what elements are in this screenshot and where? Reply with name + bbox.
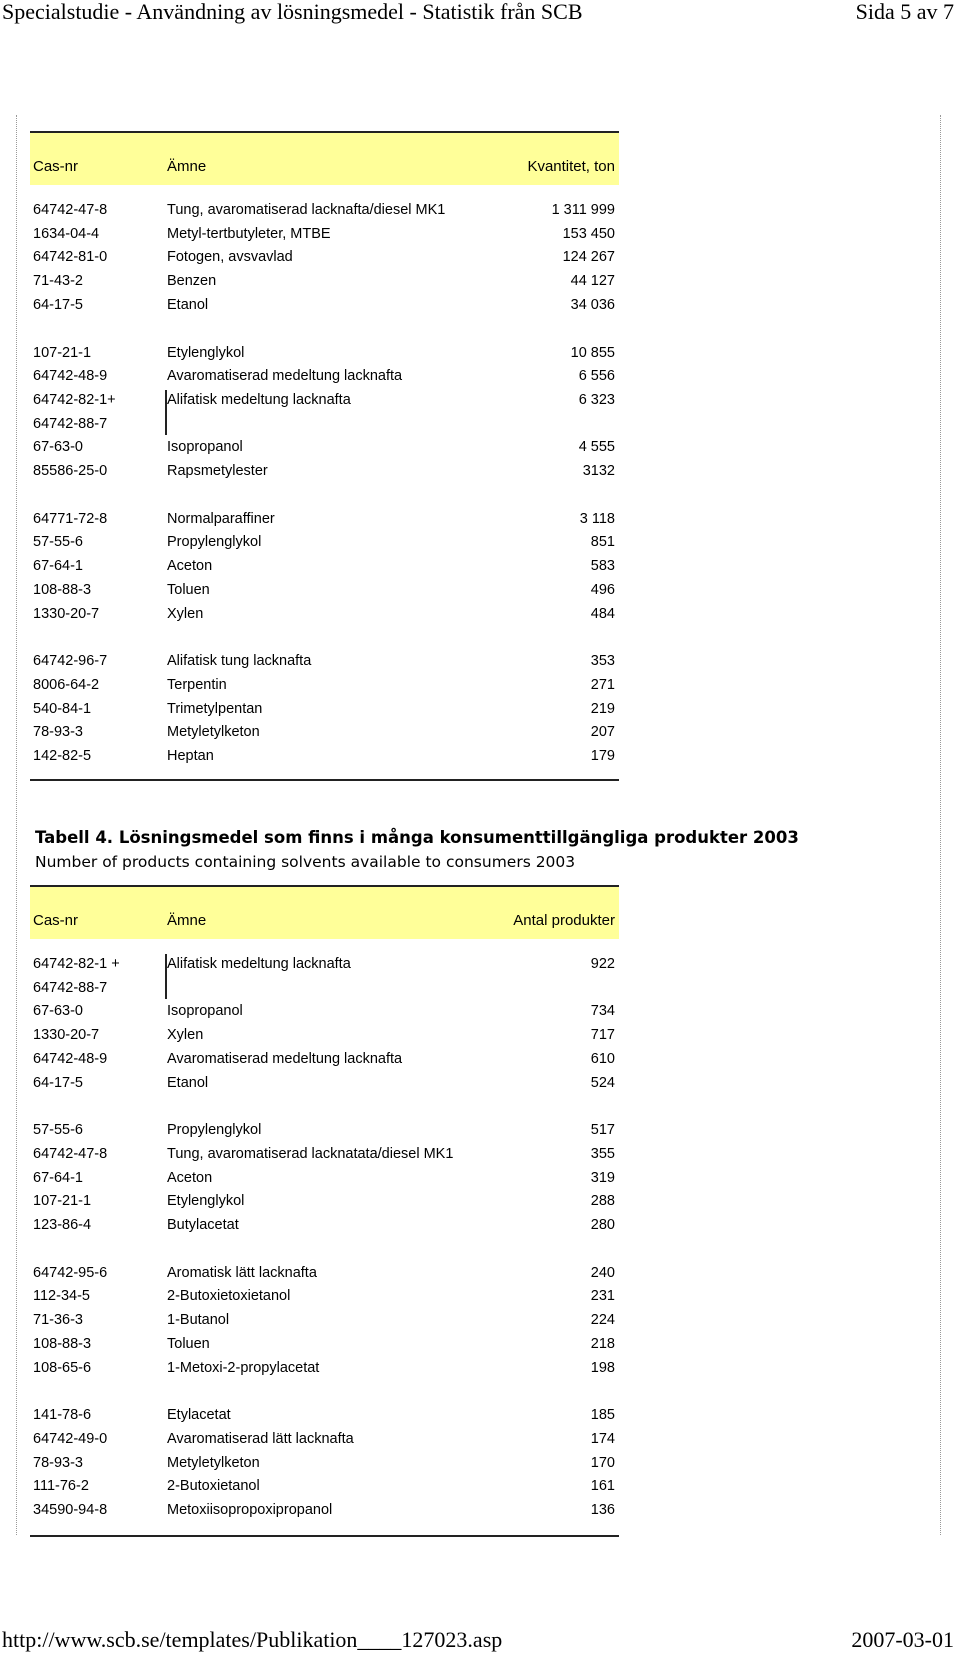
row-value: 4 555 [578, 439, 615, 456]
row-value: 6 556 [578, 368, 615, 385]
table-row [30, 1452, 619, 1474]
table-row [30, 745, 619, 767]
table-row [30, 246, 619, 268]
cas-number: 64742-48-9 [33, 368, 108, 385]
cas-number: 64742-88-7 [33, 979, 108, 996]
substance-name: Metyletylketon [167, 1454, 260, 1471]
substance-name: 1-Butanol [167, 1312, 230, 1329]
cas-number: 64742-47-8 [33, 1145, 108, 1162]
row-value: 10 855 [570, 344, 615, 361]
cas-number: 1634-04-4 [33, 225, 100, 242]
substance-name: Tung, avaromatiserad lacknatata/diesel MK1 [167, 1145, 454, 1162]
table-row [30, 1000, 619, 1022]
cas-number: 64742-82-1 + [33, 956, 120, 972]
substance-name: Terpentin [167, 676, 227, 693]
substance-name: Heptan [167, 748, 214, 764]
table-row [30, 199, 619, 221]
table-row [30, 1214, 619, 1236]
substance-name: Rapsmetylester [167, 463, 268, 479]
substance-name: Etanol [167, 1074, 209, 1091]
row-value: 280 [590, 1217, 615, 1233]
table-row [30, 413, 619, 435]
footer-date: 2007-03-01 [851, 1627, 954, 1652]
row-value: 219 [590, 700, 615, 717]
table-row [30, 223, 619, 245]
table-bottom-rule [30, 779, 619, 781]
cas-number: 34590-94-8 [33, 1502, 108, 1518]
cas-number: 64742-88-7 [33, 415, 108, 432]
cas-number: 67-63-0 [33, 439, 83, 456]
column-header-substance: Ämne [167, 912, 207, 929]
table-row [30, 1072, 619, 1094]
table-bottom-rule [30, 1535, 619, 1537]
cas-number: 64-17-5 [33, 1074, 83, 1091]
substance-name: Xylen [167, 605, 204, 622]
substance-name: Alifatisk medeltung lacknafta [167, 956, 351, 972]
cas-number: 85586-25-0 [33, 463, 108, 479]
table-row [30, 389, 619, 411]
row-value: 319 [590, 1169, 615, 1186]
cas-number: 108-65-6 [33, 1359, 92, 1376]
cas-number: 108-88-3 [33, 581, 92, 598]
substance-name: Tung, avaromatiserad lacknafta/diesel MK1 [167, 202, 446, 218]
table-row [30, 603, 619, 625]
row-value: 136 [590, 1502, 615, 1518]
substance-name: Toluen [167, 581, 210, 598]
cas-number: 1330-20-7 [33, 605, 100, 622]
substance-name: Metoxiisopropoxipropanol [167, 1502, 333, 1518]
table-row [30, 1048, 619, 1070]
substance-name: Etylenglykol [167, 1193, 245, 1210]
table-header [30, 131, 619, 185]
cas-number: 64742-48-9 [33, 1050, 108, 1067]
header-title: Specialstudie - Användning av lösningsmedel - Statistik från SCB [2, 0, 583, 24]
cas-number: 64742-96-7 [33, 653, 108, 670]
row-value: 3132 [582, 463, 615, 479]
substance-name: Aceton [167, 1169, 213, 1186]
table-row [30, 977, 619, 999]
table-row [30, 650, 619, 672]
table-row [30, 270, 619, 292]
cas-number: 64742-81-0 [33, 249, 108, 266]
cas-number: 64742-49-0 [33, 1430, 108, 1447]
row-value: 484 [590, 605, 615, 622]
substance-name: Avaromatiserad medeltung lacknafta [167, 1050, 403, 1067]
cas-number: 67-64-1 [33, 558, 83, 575]
row-value: 717 [590, 1027, 615, 1044]
substance-name: Alifatisk medeltung lacknafta [167, 391, 351, 408]
row-value: 224 [590, 1312, 615, 1329]
cas-number: 64771-72-8 [33, 510, 108, 527]
table-row [30, 1404, 619, 1426]
cas-number: 123-86-4 [33, 1217, 92, 1233]
cas-number: 142-82-5 [33, 748, 92, 764]
cas-number: 108-88-3 [33, 1335, 92, 1352]
substance-name: Normalparaffiner [167, 510, 275, 527]
substance-name: Avaromatiserad medeltung lacknafta [167, 368, 403, 385]
table-row [30, 674, 619, 696]
row-value: 34 036 [570, 296, 615, 313]
cas-number: 540-84-1 [33, 700, 92, 717]
table-row [30, 1190, 619, 1212]
column-header-quantity: Kvantitet, ton [527, 158, 615, 175]
cas-number: 64742-82-1+ [33, 391, 116, 408]
grouping-bracket [165, 390, 167, 435]
substance-name: Avaromatiserad lätt lacknafta [167, 1430, 354, 1447]
table-row [30, 531, 619, 553]
cas-number: 112-34-5 [33, 1288, 90, 1305]
table-row [30, 1119, 619, 1141]
cas-number: 67-63-0 [33, 1003, 83, 1020]
substance-name: Fotogen, avsvavlad [167, 249, 293, 266]
table-row [30, 1428, 619, 1450]
row-value: 240 [590, 1264, 615, 1281]
substance-name: Xylen [167, 1027, 204, 1044]
table-row [30, 1167, 619, 1189]
row-value: 218 [590, 1335, 615, 1352]
row-value: 922 [590, 956, 615, 972]
table-row [30, 460, 619, 482]
row-value: 353 [590, 653, 615, 670]
table-row [30, 1024, 619, 1046]
row-value: 583 [590, 558, 615, 575]
row-value: 198 [590, 1359, 615, 1376]
grouping-bracket [165, 954, 167, 999]
substance-name: Metyletylketon [167, 724, 260, 741]
table-caption-subtitle: Number of products containing solvents available to consumers 2003 [35, 853, 576, 871]
table-row [30, 1262, 619, 1284]
quantity-table [30, 131, 619, 764]
cas-number: 67-64-1 [33, 1169, 83, 1186]
table-row [30, 1357, 619, 1379]
cas-number: 107-21-1 [33, 1193, 92, 1210]
substance-name: Alifatisk tung lacknafta [167, 653, 312, 670]
substance-name: Propylenglykol [167, 534, 262, 551]
table-header [30, 885, 619, 939]
table-row [30, 1309, 619, 1331]
row-value: 44 127 [570, 273, 615, 290]
table-row [30, 436, 619, 458]
substance-name: Toluen [167, 1335, 210, 1352]
products-table [30, 885, 619, 1518]
table-row [30, 1333, 619, 1355]
table-row [30, 1499, 619, 1521]
cas-number: 111-76-2 [33, 1478, 89, 1495]
row-value: 231 [590, 1288, 615, 1305]
column-header-count: Antal produkter [513, 912, 615, 929]
table-row [30, 953, 619, 975]
cas-number: 78-93-3 [33, 724, 83, 741]
cas-number: 71-36-3 [33, 1312, 83, 1329]
row-value: 207 [590, 724, 615, 741]
cas-number: 141-78-6 [33, 1407, 92, 1424]
table-row [30, 1143, 619, 1165]
cas-number: 57-55-6 [33, 534, 83, 551]
substance-name: Trimetylpentan [167, 700, 263, 717]
table-row [30, 721, 619, 743]
substance-name: Aceton [167, 558, 213, 575]
table-row [30, 579, 619, 601]
row-value: 271 [590, 676, 615, 693]
table-row [30, 555, 619, 577]
row-value: 517 [590, 1122, 615, 1139]
column-header-substance: Ämne [167, 158, 207, 175]
column-header-cas: Cas-nr [33, 158, 79, 175]
row-value: 153 450 [562, 225, 615, 242]
table-row [30, 1285, 619, 1307]
substance-name: 1-Metoxi-2-propylacetat [167, 1359, 320, 1376]
cas-number: 71-43-2 [33, 273, 83, 290]
table-row [30, 365, 619, 387]
substance-name: Butylacetat [167, 1217, 239, 1233]
row-value: 179 [590, 748, 615, 764]
row-value: 124 267 [562, 249, 615, 266]
substance-name: Etanol [167, 296, 209, 313]
table-row [30, 1475, 619, 1497]
cas-number: 1330-20-7 [33, 1027, 100, 1044]
substance-name: Benzen [167, 273, 217, 290]
table-row [30, 508, 619, 530]
substance-name: Isopropanol [167, 1003, 243, 1020]
table-row [30, 342, 619, 364]
row-value: 288 [590, 1193, 615, 1210]
row-value: 734 [590, 1003, 615, 1020]
cas-number: 78-93-3 [33, 1454, 83, 1471]
footer-url: http://www.scb.se/templates/Publikation____127023.asp [2, 1627, 503, 1652]
cas-number: 57-55-6 [33, 1122, 83, 1139]
row-value: 185 [590, 1407, 615, 1424]
cas-number: 107-21-1 [33, 344, 92, 361]
cas-number: 64-17-5 [33, 296, 83, 313]
substance-name: Aromatisk lätt lacknafta [167, 1264, 317, 1281]
substance-name: Isopropanol [167, 439, 243, 456]
row-value: 174 [590, 1430, 615, 1447]
row-value: 355 [590, 1145, 615, 1162]
table-row [30, 294, 619, 316]
table-caption-title: Tabell 4. Lösningsmedel som finns i många konsumenttillgängliga produkter 2003 [35, 828, 799, 847]
row-value: 3 118 [579, 510, 615, 527]
substance-name: Etylenglykol [167, 344, 245, 361]
cas-number: 64742-95-6 [33, 1264, 108, 1281]
row-value: 1 311 999 [551, 202, 615, 218]
row-value: 6 323 [578, 391, 615, 408]
row-value: 161 [590, 1478, 615, 1495]
left-dotted-border [16, 115, 17, 1535]
cas-number: 8006-64-2 [33, 676, 100, 693]
row-value: 610 [590, 1050, 615, 1067]
substance-name: Propylenglykol [167, 1122, 262, 1139]
substance-name: Metyl-tertbutyleter, MTBE [167, 225, 331, 242]
substance-name: 2-Butoxietoxietanol [167, 1288, 291, 1305]
column-header-cas: Cas-nr [33, 912, 79, 929]
table-row [30, 698, 619, 720]
page-number: Sida 5 av 7 [855, 0, 954, 24]
substance-name: Etylacetat [167, 1407, 231, 1424]
row-value: 524 [590, 1074, 615, 1091]
row-value: 170 [590, 1454, 615, 1471]
right-dotted-border [940, 115, 941, 1535]
cas-number: 64742-47-8 [33, 202, 108, 218]
substance-name: 2-Butoxietanol [167, 1478, 260, 1495]
row-value: 851 [590, 534, 615, 551]
row-value: 496 [590, 581, 615, 598]
